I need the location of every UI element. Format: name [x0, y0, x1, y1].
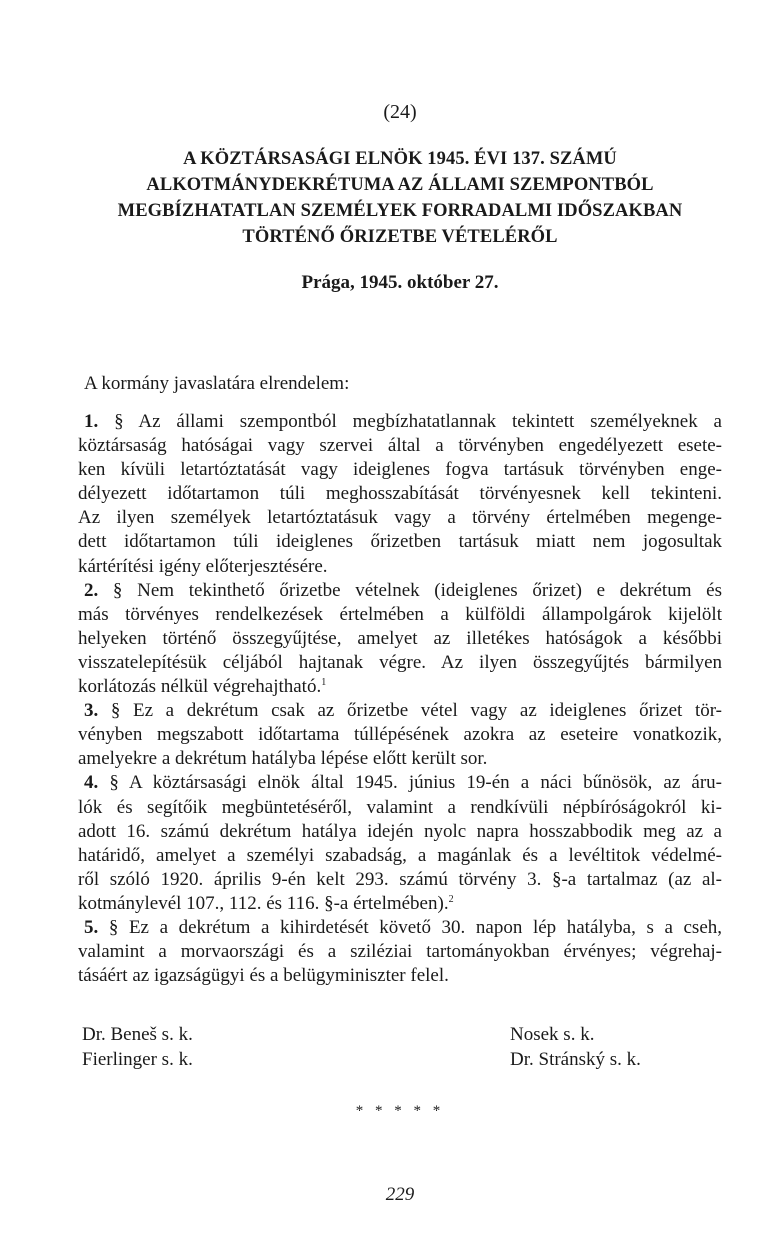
signatures-right [510, 1022, 641, 1072]
section-number: 3. [84, 700, 99, 722]
title-line: TÖRTÉNŐ ŐRIZETBE VÉTELÉRŐL [242, 227, 558, 247]
intro-text: A kormány javaslatára elrendelem: [84, 373, 350, 394]
title-line: MEGBÍZHATATLAN SZEMÉLYEK FORRADALMI IDŐSZAKBAN [117, 201, 683, 221]
footnote-marker: 1 [321, 677, 327, 689]
section-1-line: délyezett időtartamon túli meghosszabítását törvényesnek kell tekinteni. [78, 483, 722, 505]
section-4-line: adott 16. számú dekrétum hatálya idején nyolc napra hosszabbodik meg az a [78, 820, 722, 842]
section-1-line: dett időtartamon túli ideiglenes őrizetben tartásuk miatt nem jogosultak [78, 531, 722, 553]
signature: Fierlinger s. k. [82, 1049, 193, 1070]
section-2-line: visszatelepítésük céljából hajtanak végre. Az ilyen összegyűjtés bármilyen [78, 651, 722, 673]
separator-stars: * * * * * [355, 1103, 445, 1119]
section-5-line: tásáért az igazságügyi és a belügyminiszter felel. [78, 965, 449, 987]
signature: Dr. Beneš s. k. [82, 1024, 193, 1045]
section-1-line: 1. § Az állami szempontból megbízhatatlannak tekintett személyeknek a [84, 411, 722, 432]
section-3-line: vényben megszabott időtartama túllépésének azokra az eseteire vonatkozik, [78, 724, 722, 746]
section-3-line: 3. § Ez a dekrétum csak az őrizetbe vétel vagy az ideiglenes őrizet tör- [84, 700, 722, 722]
section-number: 4. [84, 772, 99, 794]
section-2-line: 2. § Nem tekinthető őrizetbe vételnek (ideiglenes őrizet) e dekrétum és [84, 579, 722, 601]
section-number: 1. [84, 411, 99, 432]
body-text [78, 410, 722, 988]
section-1-line: ken kívüli letartóztatását vagy ideiglenes fogva tartásuk törvényben enge- [78, 459, 722, 481]
document-title [78, 146, 722, 250]
place-and-date: Prága, 1945. október 27. [301, 272, 499, 293]
section-2-line: más törvényes rendelkezések értelmében a külföldi állampolgárok kijelölt [78, 603, 722, 625]
title-line: A KÖZTÁRSASÁGI ELNÖK 1945. ÉVI 137. SZÁMÚ [183, 149, 617, 169]
section-2-line: helyeken történő összegyűjtése, amelyet az illetékes hatóságok a későbbi [78, 627, 722, 649]
section-1-line: Az ilyen személyek letartóztatásuk vagy a törvény értelmében megenge- [78, 507, 722, 529]
section-2-line: korlátozás nélkül végrehajtható.$^1$ [78, 676, 327, 698]
section-5-line: 5. § Ez a dekrétum a kihirdetését követő 30. napon lép hatályba, s a cseh, [84, 916, 722, 938]
section-3-line: amelyekre a dekrétum hatályba lépése előtt került sor. [78, 748, 488, 770]
signatures-left [82, 1022, 193, 1072]
section-1-line: kártérítési igény előterjesztésére. [78, 555, 328, 577]
section-4-line: lók és segítőik megbüntetéséről, valamint a rendkívüli népbíróságokról ki- [78, 796, 722, 818]
section-number: 5. [84, 916, 99, 938]
section-number: 2. [84, 579, 99, 601]
document-page [78, 0, 722, 1244]
section-1-line: köztársaság hatóságai vagy szervei által a törvényben engedélyezett esete- [78, 435, 722, 457]
page-number: 229 [385, 1184, 415, 1205]
title-line: ALKOTMÁNYDEKRÉTUMA AZ ÁLLAMI SZEMPONTBÓL [146, 175, 654, 195]
section-4-line: ről szóló 1920. április 9-én kelt 293. számú törvény 3. §-a tartalmaz (az al- [78, 868, 722, 890]
section-4-line: 4. § A köztársasági elnök által 1945. június 19-én a náci bűnösök, az áru- [84, 772, 722, 794]
document-number: (24) [383, 101, 417, 123]
section-4-line: kotmánylevél 107., 112. és 116. §-a értelmében).$^2$ [78, 892, 454, 914]
section-5-line: valamint a morvaországi és a sziléziai tartományokban érvényes; végrehaj- [78, 941, 722, 963]
signature: Dr. Stránský s. k. [510, 1049, 641, 1070]
footnote-marker: 2 [448, 893, 454, 905]
section-4-line: határidő, amelyet a személyi szabadság, a magánlak és a levéltitok védelmé- [78, 844, 722, 866]
signature: Nosek s. k. [510, 1024, 595, 1045]
